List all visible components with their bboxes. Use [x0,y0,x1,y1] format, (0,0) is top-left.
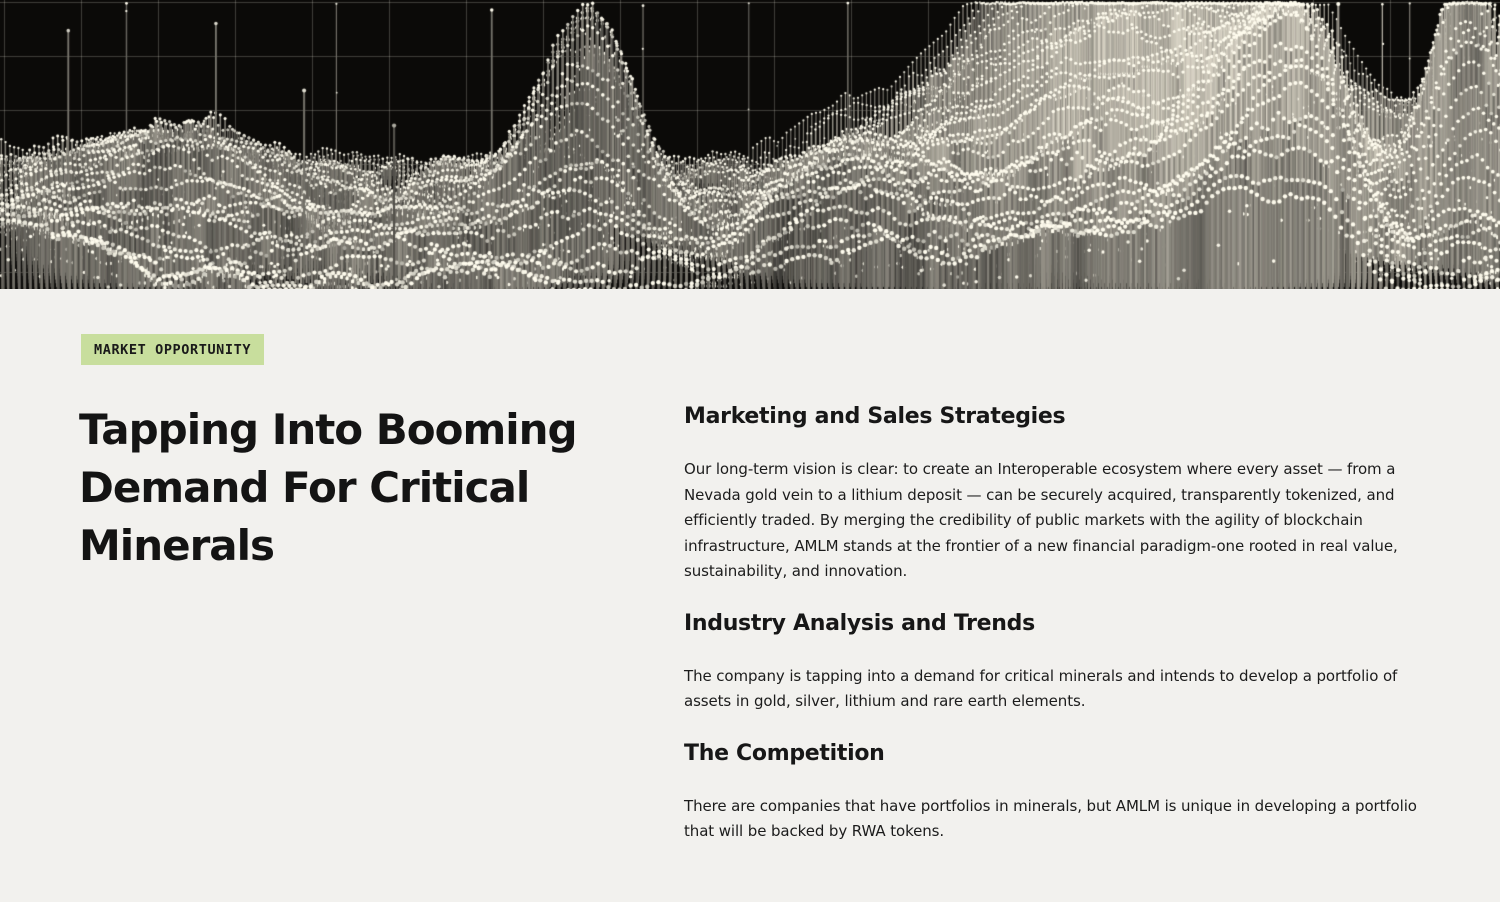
headline-line-2: Demand For Critical [79,463,530,512]
hero-section [0,0,1500,289]
market-opportunity-badge [81,334,264,365]
section-body-marketing: Our long-term vision is clear: to create an Interoperable ecosystem where every asset — from a Nevada gold vein to a lithium deposit — can be securely acquired, transparently tokenized, and efficiently traded. By merging the credibility of public markets with the agility of blockchain infrastructure, AMLM stands at the frontier of a new financial paradigm-one rooted in real value, sustainability, and innovation. [684,460,1398,580]
section-heading-competition: The Competition [684,740,885,766]
headline-line-1: Tapping Into Booming [79,405,577,454]
headline-line-3: Minerals [79,521,275,570]
badge-label: MARKET OPPORTUNITY [94,342,252,358]
section-industry [684,610,1424,715]
page-title [79,401,639,575]
section-heading-industry: Industry Analysis and Trends [684,610,1035,636]
section-body-industry: The company is tapping into a demand for critical minerals and intends to develop a portfolio of assets in gold, silver, lithium and rare earth elements. [684,666,1398,710]
section-marketing [684,403,1424,585]
section-heading-marketing: Marketing and Sales Strategies [684,404,1066,429]
market-opportunity-section [0,289,1500,902]
section-body-competition: There are companies that have portfolios in minerals, but AMLM is unique in developing a portfolio that will be backed by RWA tokens. [684,796,1417,840]
hero-terrain-canvas [0,0,1500,289]
section-competition [684,740,1424,845]
right-column [684,403,1424,870]
